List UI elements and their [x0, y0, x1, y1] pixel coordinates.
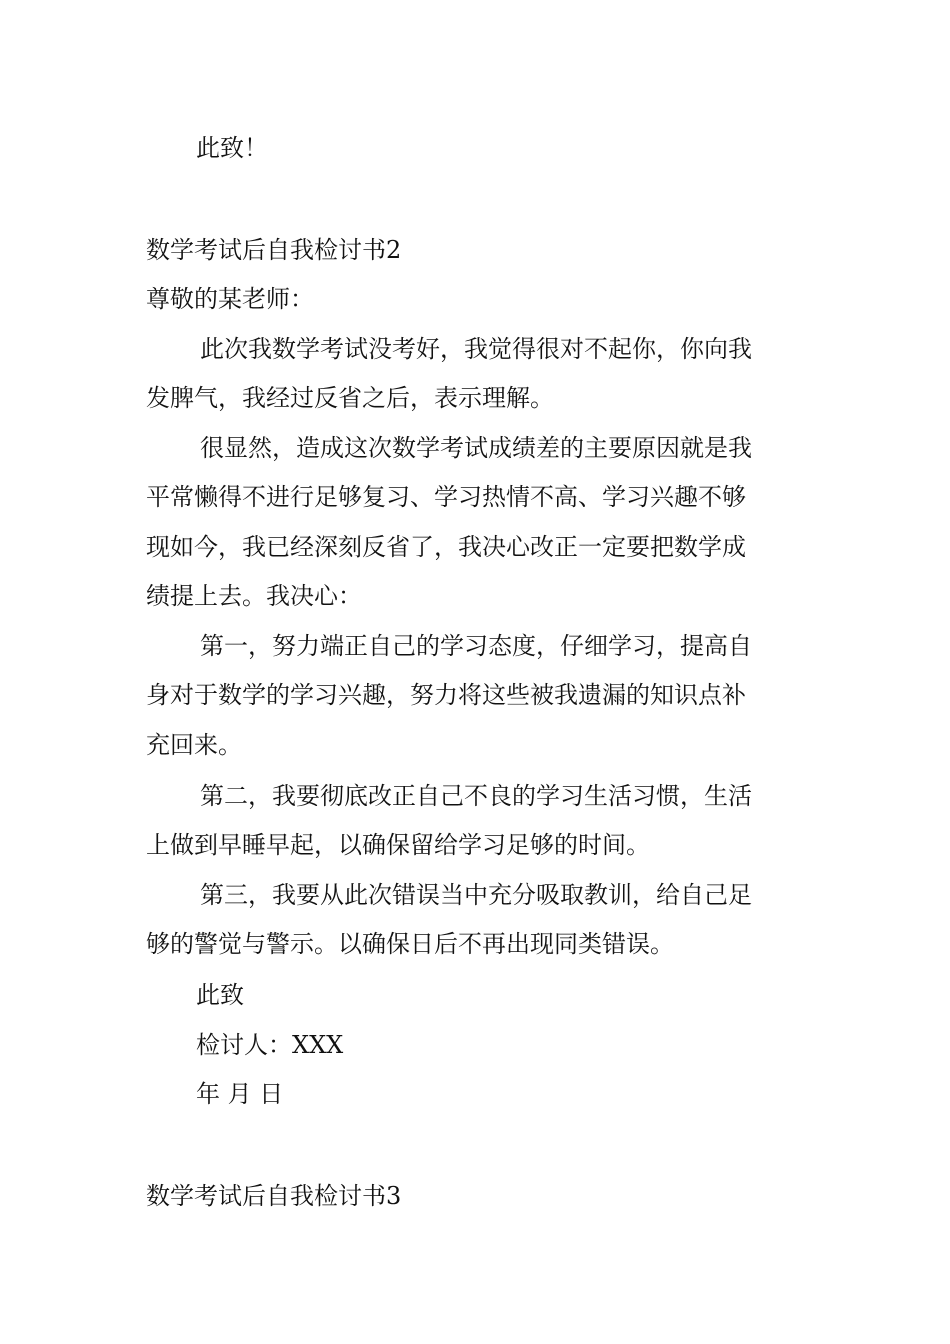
body-line: 第二，我要彻底改正自己不良的学习生活习惯，生活 [200, 782, 752, 810]
body-line: 第三，我要从此次错误当中充分吸取教训，给自己足 [200, 881, 752, 909]
body-line: 发脾气，我经过反省之后，表示理解。 [146, 384, 554, 412]
body-line: 上做到早睡早起，以确保留给学习足够的时间。 [146, 831, 650, 859]
body-line: 此次我数学考试没考好，我觉得很对不起你，你向我 [200, 335, 752, 363]
letter2-signer: 检讨人：XXX [196, 1031, 344, 1059]
letter2-salutation: 尊敬的某老师： [146, 285, 314, 313]
prev-letter-closing: 此致！ [196, 134, 268, 162]
body-line: 绩提上去。我决心： [146, 582, 362, 610]
body-line: 很显然，造成这次数学考试成绩差的主要原因就是我 [200, 434, 752, 462]
body-line: 现如今，我已经深刻反省了，我决心改正一定要把数学成 [146, 533, 746, 561]
body-line: 第一，努力端正自己的学习态度，仔细学习，提高自 [200, 632, 752, 660]
letter2-title: 数学考试后自我检讨书2 [146, 236, 402, 264]
body-line: 身对于数学的学习兴趣，努力将这些被我遗漏的知识点补 [146, 681, 746, 709]
letter3-title: 数学考试后自我检讨书3 [146, 1182, 402, 1210]
body-line: 够的警觉与警示。以确保日后不再出现同类错误。 [146, 930, 674, 958]
letter2-date: 年 月 日 [196, 1080, 284, 1108]
body-line: 充回来。 [146, 731, 242, 759]
body-line: 平常懒得不进行足够复习、学习热情不高、学习兴趣不够 [146, 483, 746, 511]
letter2-closing: 此致 [196, 981, 244, 1009]
